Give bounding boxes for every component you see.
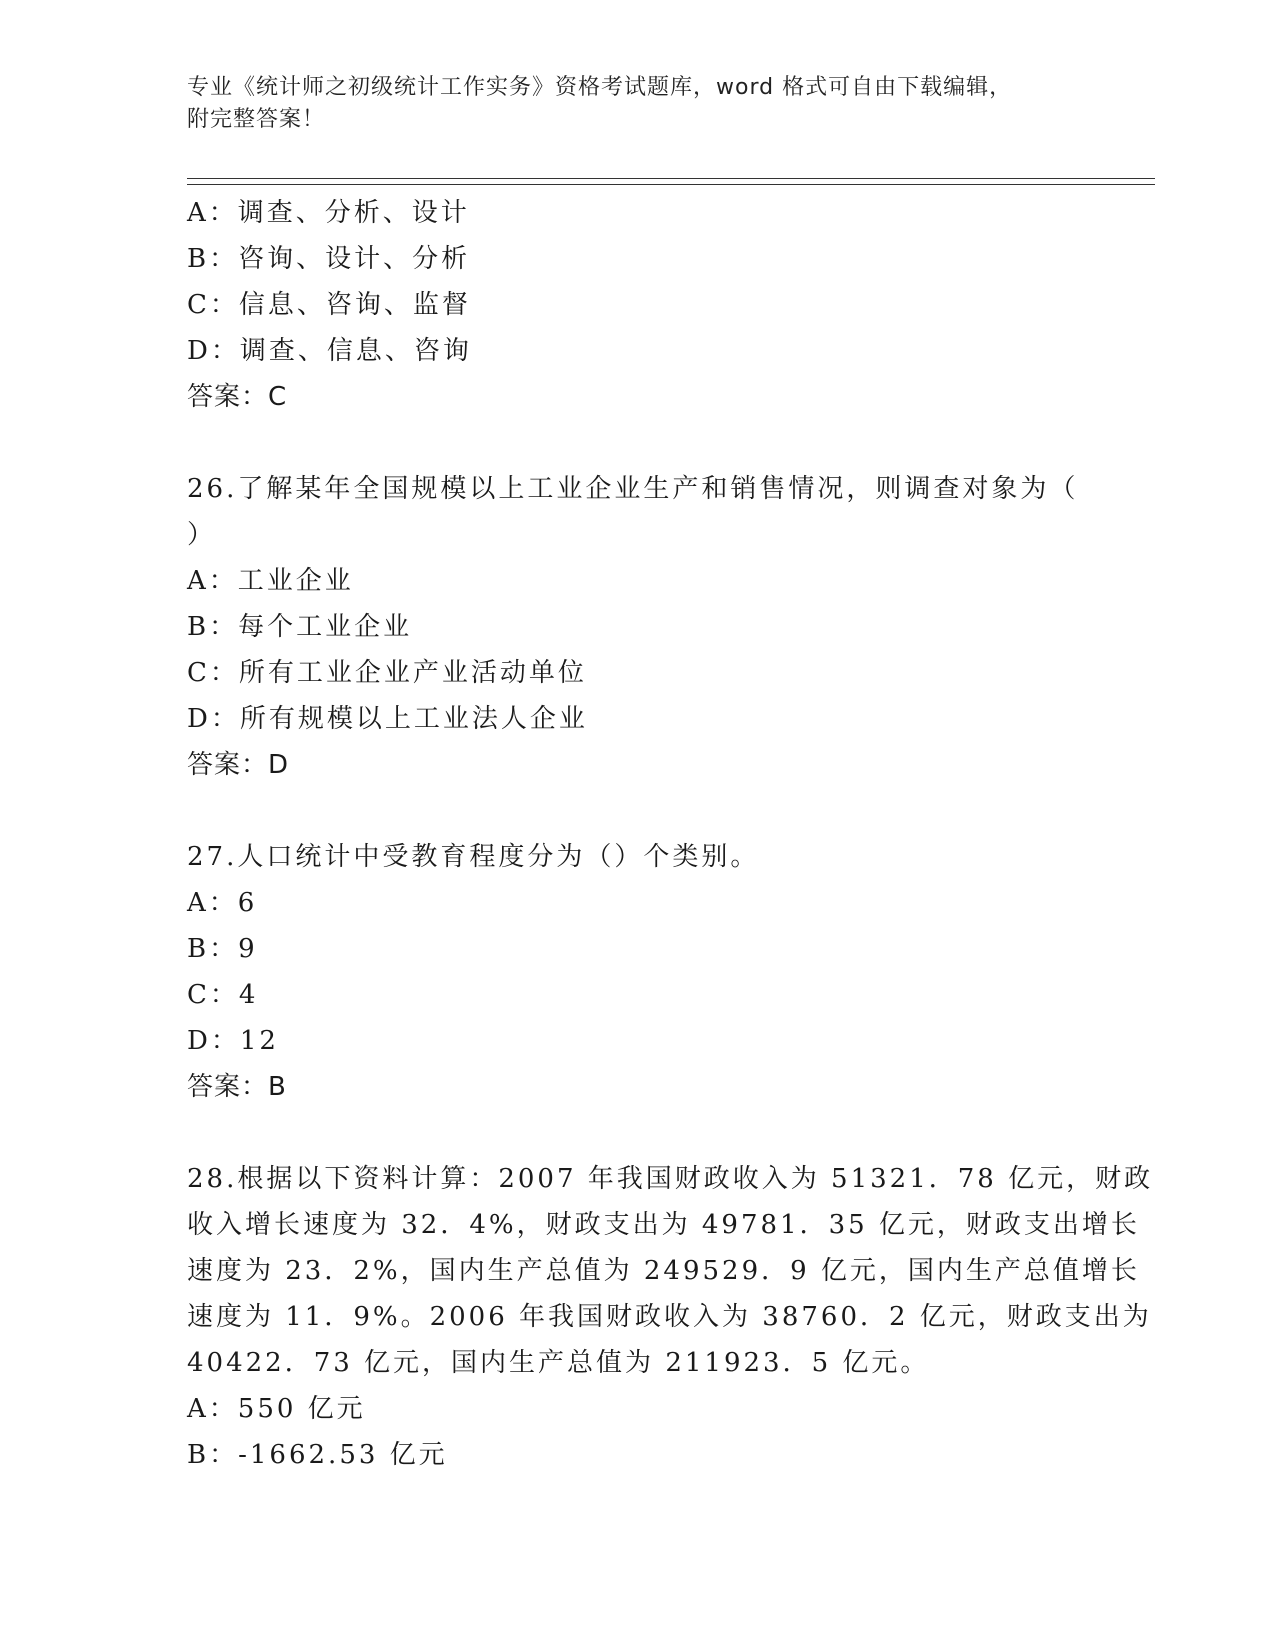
answer: 答案：D	[187, 750, 290, 780]
option-a: A：调查、分析、设计	[187, 198, 470, 228]
question-28	[187, 1156, 1154, 1478]
question-content	[187, 190, 1154, 1478]
option-a: A：工业企业	[187, 566, 354, 596]
question-stem: 26.了解某年全国规模以上工业企业生产和销售情况，则调查对象为（	[187, 474, 1079, 504]
option-b: B：-1662.53 亿元	[187, 1440, 448, 1470]
question-stem-line-2: 收入增长速度为 32．4%，财政支出为 49781．35 亿元，财政支出增长	[187, 1210, 1140, 1240]
question-stem-line-5: 40422．73 亿元，国内生产总值为 211923．5 亿元。	[187, 1348, 930, 1378]
answer: 答案：B	[187, 1072, 287, 1102]
question-stem: 27.人口统计中受教育程度分为（）个类别。	[187, 842, 760, 872]
question-27	[187, 834, 1087, 1110]
header-rule-top	[187, 178, 1155, 179]
option-c: C：所有工业企业产业活动单位	[187, 658, 587, 688]
option-b: B：每个工业企业	[187, 612, 413, 642]
option-c: C：4	[187, 980, 259, 1010]
header-rule-bottom	[187, 184, 1155, 185]
answer: 答案：C	[187, 382, 288, 412]
question-stem-continued: ）	[187, 520, 217, 550]
option-a: A：550 亿元	[187, 1394, 366, 1424]
header-line-2: 附完整答案！	[187, 107, 326, 132]
option-d: D：12	[187, 1026, 279, 1056]
question-25	[187, 190, 1087, 420]
option-d: D：所有规模以上工业法人企业	[187, 704, 588, 734]
option-b: B：咨询、设计、分析	[187, 244, 471, 274]
header-line-1: 专业《统计师之初级统计工作实务》资格考试题库，word 格式可自由下载编辑，	[187, 75, 1013, 100]
question-stem-line-4: 速度为 11．9%。2006 年我国财政收入为 38760．2 亿元，财政支出为	[187, 1302, 1152, 1332]
option-b: B：9	[187, 934, 258, 964]
question-stem-line-3: 速度为 23．2%，国内生产总值为 249529．9 亿元，国内生产总值增长	[187, 1256, 1140, 1286]
option-c: C：信息、咨询、监督	[187, 290, 471, 320]
option-a: A：6	[187, 888, 258, 918]
question-stem-line-1: 28.根据以下资料计算：2007 年我国财政收入为 51321．78 亿元，财政	[187, 1164, 1154, 1194]
page-header	[187, 72, 1087, 136]
question-26	[187, 466, 1087, 788]
option-d: D：调查、信息、咨询	[187, 336, 472, 366]
